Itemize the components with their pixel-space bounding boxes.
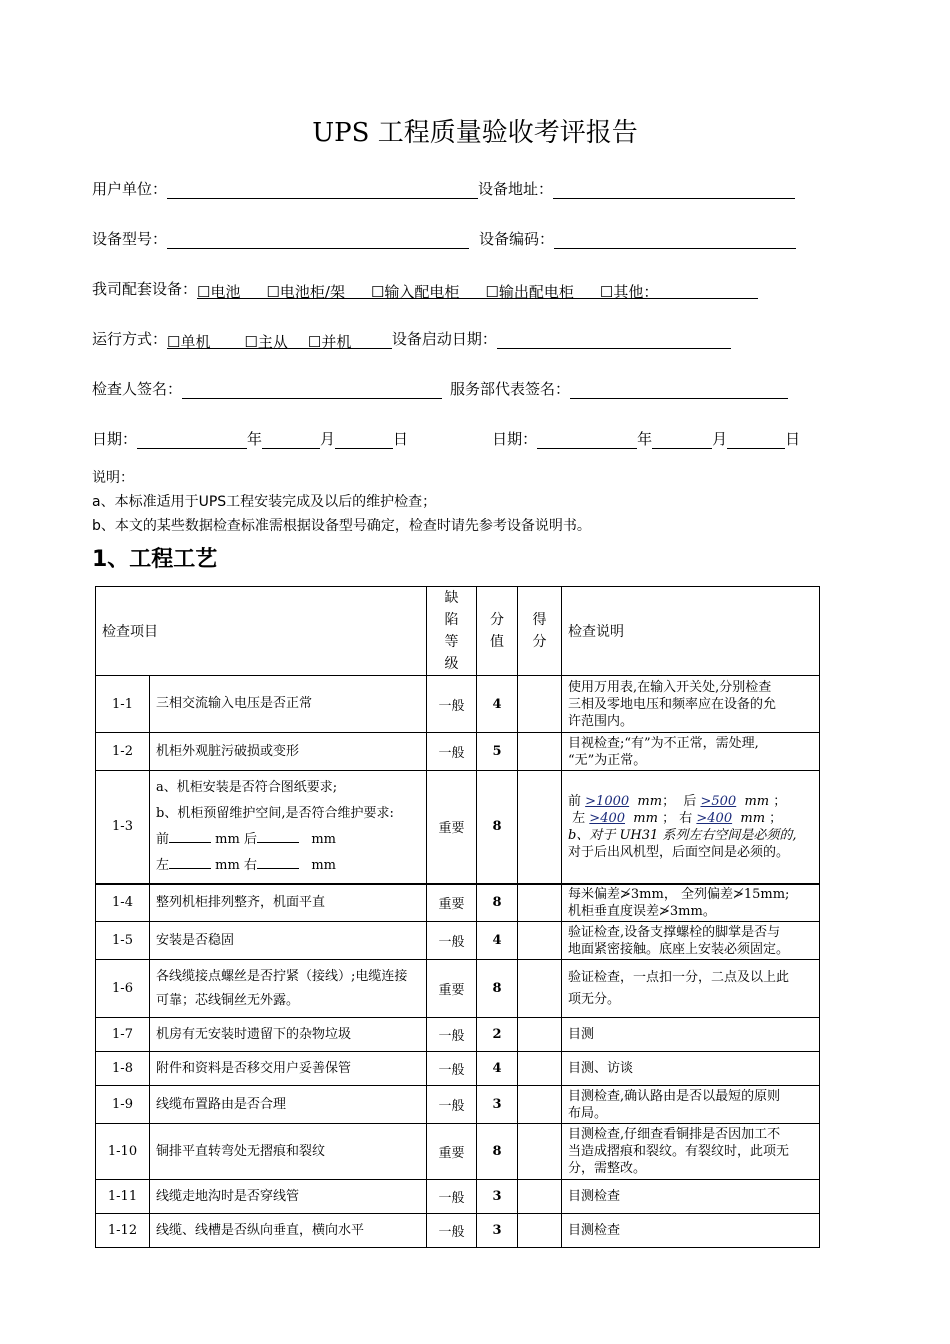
device-address-field[interactable] [553, 181, 795, 199]
table-row: 1-12 线缆、线槽是否纵向垂直，横向水平 一般 3 目测检查 [96, 1214, 820, 1248]
run-mode-single[interactable]: ☐单机 [167, 331, 244, 349]
form-row-2 [92, 228, 796, 250]
equipment-battery-rack[interactable]: ☐电池柜/架 [266, 281, 371, 299]
run-mode-parallel[interactable]: ☐并机 [308, 331, 392, 349]
score-input[interactable] [518, 1052, 562, 1086]
user-unit-field[interactable] [167, 181, 478, 199]
note-b: b、本文的某些数据检查标准需根据设备型号确定，检查时请先参考设备说明书。 [92, 518, 591, 534]
year-field-1[interactable] [137, 431, 247, 449]
year-label-1: 年 [247, 430, 263, 448]
table-row: 1-9 线缆布置路由是否合理 一般 3 目测检查,确认路由是否以最短的原则 布局。 [96, 1086, 820, 1124]
year-label-2: 年 [637, 430, 653, 448]
inspector-sign-field[interactable] [182, 381, 442, 399]
inspection-table [95, 586, 820, 1248]
form-row-4 [92, 328, 731, 350]
equipment-output-cabinet[interactable]: ☐输出配电柜 [485, 281, 599, 299]
month-label-2: 月 [712, 430, 728, 448]
score-input[interactable] [518, 1180, 562, 1214]
header-score: 分 值 [477, 587, 518, 676]
table-row: 1-3 a、机柜安装是否符合图纸要求; b、机柜预留维护空间,是否符合维护要求: 前 mm 后 mm 左 mm 右 mm 重要 8 前 >1000 mm； 后 >500 mm ； 左 >400 mm ； 右 >400 mm ； b、对于 UH31 系列左右空间是必须的, 对于后出风机型，后面空间是必须的。 [96, 771, 820, 884]
score-input[interactable] [518, 676, 562, 733]
note-a: a、本标准适用于UPS工程安装完成及以后的维护检查； [92, 494, 437, 510]
table-row: 1-7 机房有无安装时遗留下的杂物垃圾 一般 2 目测 [96, 1018, 820, 1052]
day-label-1: 日 [393, 430, 409, 448]
day-field-1[interactable] [335, 431, 393, 449]
month-field-2[interactable] [652, 431, 712, 449]
score-input[interactable] [518, 771, 562, 884]
section-heading: 1、工程工艺 [92, 547, 218, 572]
table-row: 1-1 三相交流输入电压是否正常 一般 4 使用万用表,在输入开关处,分别检查 三相及零地电压和频率应在设备的允 许范围内。 [96, 676, 820, 733]
header-level: 缺 陷 等 级 [427, 587, 477, 676]
equipment-label: 我司配套设备： [92, 280, 198, 298]
table-row: 1-8 附件和资料是否移交用户妥善保管 一般 4 目测、访谈 [96, 1052, 820, 1086]
date-label-2: 日期： [492, 430, 538, 448]
score-input[interactable] [518, 1124, 562, 1180]
form-row-6 [92, 428, 800, 450]
equipment-other[interactable]: ☐其他： [600, 281, 758, 299]
device-code-label: 设备编码： [479, 230, 555, 248]
score-input[interactable] [518, 1214, 562, 1248]
start-date-field[interactable] [497, 331, 731, 349]
score-input[interactable] [518, 1018, 562, 1052]
page-title: UPS 工程质量验收考评报告 [312, 118, 638, 148]
device-code-field[interactable] [554, 231, 796, 249]
table-header [96, 587, 820, 676]
device-address-label: 设备地址： [478, 180, 554, 198]
equipment-battery[interactable]: ☐电池 [197, 281, 266, 299]
form-row-1 [92, 178, 795, 200]
header-item: 检查项目 [96, 587, 427, 676]
run-mode-master-slave[interactable]: ☐主从 [244, 331, 307, 349]
score-input[interactable] [518, 922, 562, 960]
user-unit-label: 用户单位： [92, 180, 168, 198]
equipment-input-cabinet[interactable]: ☐输入配电柜 [371, 281, 485, 299]
score-input[interactable] [518, 960, 562, 1018]
month-label-1: 月 [320, 430, 336, 448]
notes [92, 466, 591, 538]
device-model-label: 设备型号： [92, 230, 168, 248]
table-row: 1-5 安装是否稳固 一般 4 验证检查,设备支撑螺栓的脚掌是否与 地面紧密接触。底座上安装必须固定。 [96, 922, 820, 960]
day-field-2[interactable] [727, 431, 785, 449]
service-sign-label: 服务部代表签名： [450, 380, 571, 398]
header-desc: 检查说明 [562, 587, 820, 676]
form-row-5 [92, 378, 788, 400]
start-date-label: 设备启动日期： [391, 330, 497, 348]
year-field-2[interactable] [537, 431, 637, 449]
table-row: 1-4 整列机柜排列整齐，机面平直 重要 8 每米偏差≯3mm， 全列偏差≯15mm; 机柜垂直度误差≯3mm。 [96, 884, 820, 922]
score-input[interactable] [518, 733, 562, 771]
notes-heading: 说明： [92, 470, 134, 486]
score-input[interactable] [518, 1086, 562, 1124]
header-got: 得 分 [518, 587, 562, 676]
service-sign-field[interactable] [570, 381, 788, 399]
inspector-sign-label: 检查人签名： [92, 380, 183, 398]
table-row: 1-11 线缆走地沟时是否穿线管 一般 3 目测检查 [96, 1180, 820, 1214]
device-model-field[interactable] [167, 231, 469, 249]
run-mode-label: 运行方式： [92, 330, 168, 348]
table-row: 1-6 各线缆接点螺丝是否拧紧（接线）;电缆连接可靠；芯线铜丝无外露。 重要 8 验证检查，一点扣一分，二点及以上此 项无分。 [96, 960, 820, 1018]
month-field-1[interactable] [262, 431, 320, 449]
score-input[interactable] [518, 884, 562, 922]
table-row: 1-10 铜排平直转弯处无摺痕和裂纹 重要 8 目测检查,仔细查看铜排是否因加工不 当造成摺痕和裂纹。有裂纹时，此项无 分，需整改。 [96, 1124, 820, 1180]
date-label-1: 日期： [92, 430, 138, 448]
form-row-3 [92, 278, 758, 300]
table-row: 1-2 机柜外观脏污破损或变形 一般 5 目视检查;“有”为不正常，需处理, “无”为正常。 [96, 733, 820, 771]
day-label-2: 日 [785, 430, 801, 448]
